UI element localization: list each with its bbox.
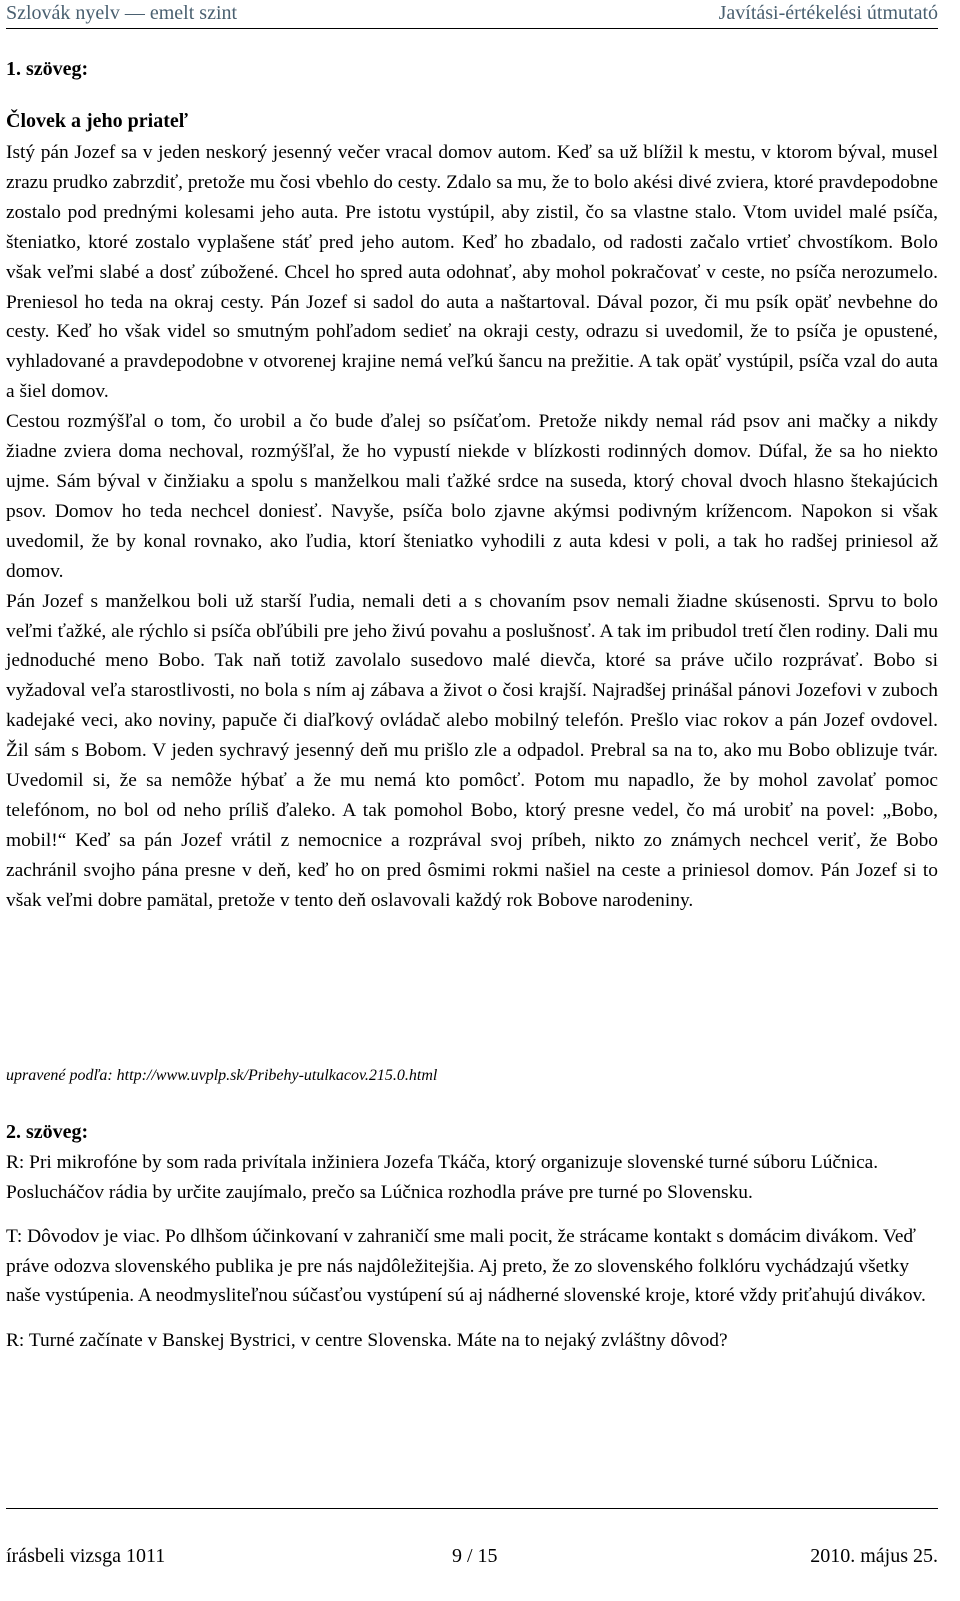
footer-exam-code: írásbeli vizsga 1011 bbox=[6, 1545, 166, 1567]
interview-paragraph: T: Dôvodov je viac. Po dlhšom účinkovaní v zahraničí sme mali pocit, že strácame kontakt s domácim divákom. Veď práve odozva slovenského publika je pre nás najdôležitejšia. Aj preto, že zo slovenského folklóru vychádzajú všetky naše vystúpenia. A neodmysliteľnou súčasťou vystúpení sú aj nádherné slovenské kroje, ktoré vždy priťahujú divákov. bbox=[6, 1226, 926, 1306]
story-paragraph: Cestou rozmýšľal o tom, čo urobil a čo bude ďalej so psíčaťom. Pretože nikdy nemal rád psov ani mačky a nikdy žiadne zviera doma nechoval, rozmýšľal, že ho vypustí niekde v blízkosti rodinných domov. Dúfal, že sa ho niekto ujme. Sám býval v činžiaku a spolu s manželkou mali ťažké srdce na suseda, ktorý choval dvoch hlasno štekajúcich psov. Domov ho teda nechcel doniesť. Navyše, psíča bolo zjavne akýmsi podivným krížencom. Napokon si však uvedomil, že by konal rovnako, ako ľudia, ktorí šteniatko vyhodili z auta kdesi v poli, a tak ho radšej priniesol až domov. bbox=[6, 411, 938, 582]
source-citation: upravené podľa: http://www.uvplp.sk/Pribehy-utulkacov.215.0.html bbox=[6, 1067, 438, 1084]
section2-heading: 2. szöveg: bbox=[6, 1121, 89, 1143]
story-text bbox=[6, 138, 938, 916]
footer-date: 2010. május 25. bbox=[810, 1545, 938, 1567]
story-paragraph: Pán Jozef s manželkou boli už starší ľudia, nemali deti a s chovaním psov nemali žiadne skúsenosti. Sprvu to bolo veľmi ťažké, ale rýchlo si psíča obľúbili pre jeho živú povahu a poslušnosť. A tak im pribudol tretí člen rodiny. Dali mu jednoduché meno Bobo. Tak naň totiž zavolalo susedovo malé dievča, ktoré sa práve učilo rozprávať. Bobo si vyžadoval veľa starostlivosti, no bola s ním aj zábava a život o čosi krajší. Najradšej prinášal pánovi Jozefovi v zuboch kadejaké veci, ako noviny, papuče či diaľkový ovládač alebo mobilný telefón. Prešlo viac rokov a pán Jozef ovdovel. Žil sám s Bobom. V jeden sychravý jesenný deň mu prišlo zle a odpadol. Prebral sa na to, ako mu Bobo oblizuje tvár. Uvedomil si, že sa nemôže hýbať a že mu nemá kto pomôcť. Potom mu napadlo, že by mohol zavolať pomoc telefónom, no bol od neho príliš ďaleko. A tak pomohol Bobo, ktorý presne vedel, čo má urobiť na povel: „Bobo, mobil!“ Keď sa pán Jozef vrátil z nemocnice a rozprával svoj príbeh, nikto zo známych nechcel veriť, že Bobo zachránil svojho pána presne v deň, keď ho on pred ôsmimi rokmi našiel na ceste a priniesol domov. Pán Jozef si to však veľmi dobre pamätal, pretože v tento deň oslavovali každý rok Bobove narodeniny. bbox=[6, 590, 938, 911]
footer-page-number: 9 / 15 bbox=[452, 1545, 498, 1567]
page-footer bbox=[6, 1508, 938, 1569]
interview-text bbox=[6, 1148, 938, 1370]
interview-paragraph: R: Pri mikrofóne by som rada privítala inžiniera Jozefa Tkáča, ktorý organizuje slovenské turné súboru Lúčnica. Poslucháčov rádia by určite zaujímalo, prečo sa Lúčnica rozhodla práve pre turné po Slovensku. bbox=[6, 1152, 879, 1203]
section1-heading: 1. szöveg: bbox=[6, 58, 89, 80]
interview-paragraph: R: Turné začínate v Banskej Bystrici, v centre Slovenska. Máte na to nejaký zvláštny dôvod? bbox=[6, 1329, 728, 1351]
header-doc-type: Javítási-értékelési útmutató bbox=[718, 2, 938, 24]
story-paragraph: Istý pán Jozef sa v jeden neskorý jesenný večer vracal domov autom. Keď sa už blížil k mestu, v ktorom býval, musel zrazu prudko zabrzdiť, pretože mu čosi vbehlo do cesty. Zdalo sa mu, že to bolo akési divé zviera, ktoré pravdepodobne zostalo pod prednými kolesami jeho auta. Pre istotu vystúpil, aby zistil, čo sa vlastne stalo. Vtom uvidel malé psíča, šteniatko, ktoré zostalo vyplašene stáť pred jeho autom. Keď ho zbadalo, od radosti začalo vrtieť chvostíkom. Bolo však veľmi slabé a dosť zúbožené. Chcel ho spred auta odohnať, aby mohol pokračovať v ceste, no psíča nerozumelo. Preniesol ho teda na okraj cesty. Pán Jozef si sadol do auta a naštartoval. Dával pozor, či mu psík opäť nevbehne do cesty. Keď ho však videl so smutným pohľadom sedieť na okraji cesty, odrazu si uvedomil, že to psíča je opustené, vyhladované a pravdepodobne v otvorenej krajine nemá veľkú šancu na prežitie. A tak opäť vystúpil, psíča vzal do auta a šiel domov. bbox=[6, 142, 938, 403]
page-header bbox=[6, 0, 938, 29]
header-subject: Szlovák nyelv — emelt szint bbox=[6, 2, 238, 24]
story-title: Človek a jeho priateľ bbox=[6, 110, 189, 132]
